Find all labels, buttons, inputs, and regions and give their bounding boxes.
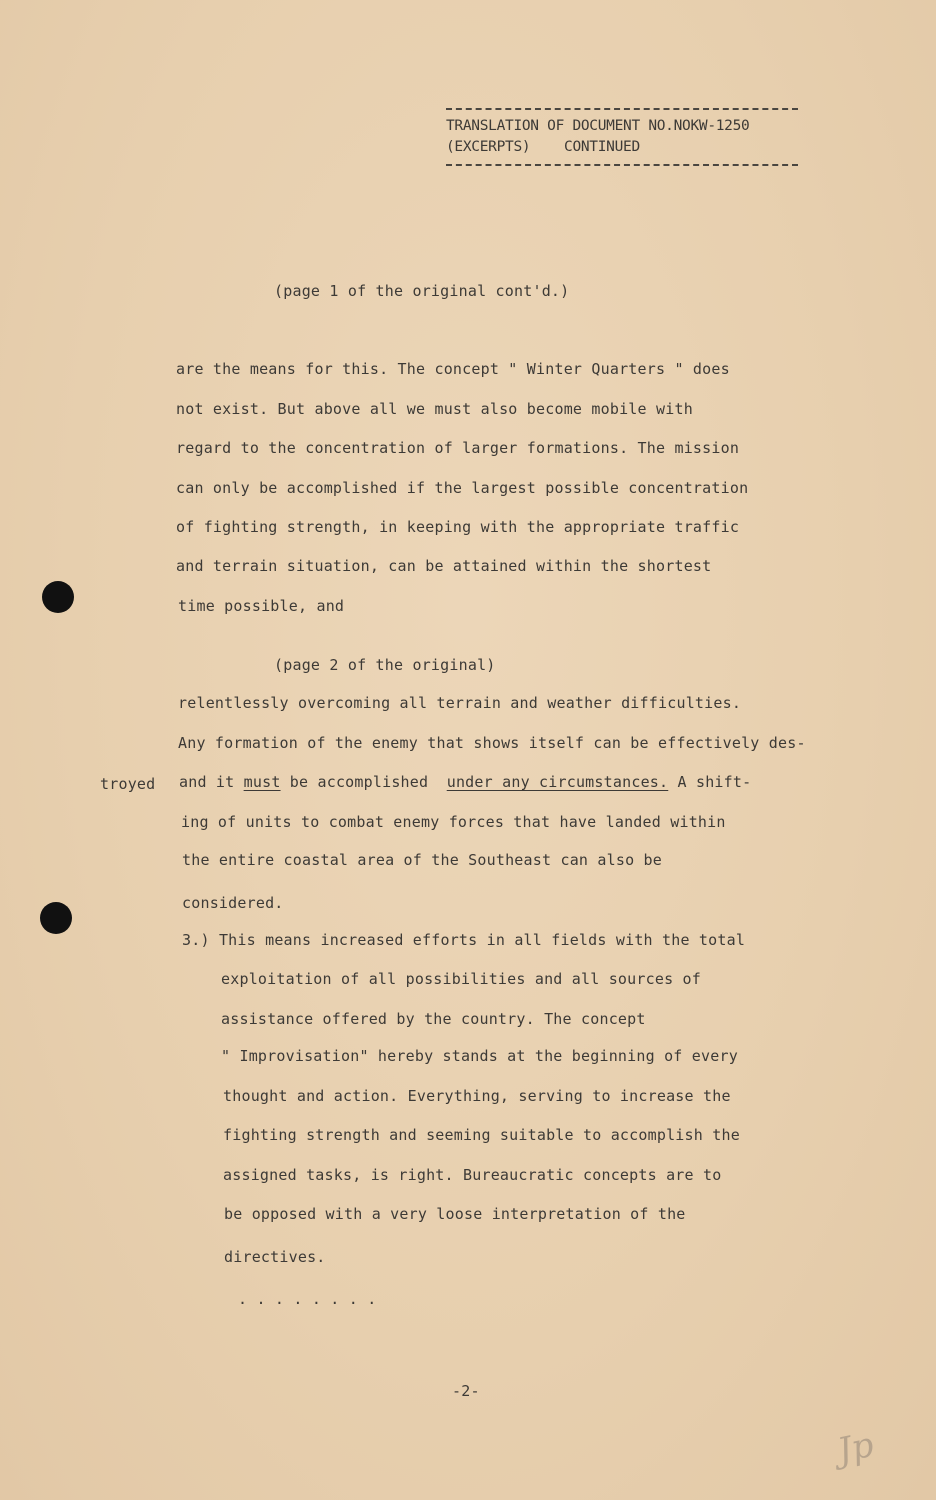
item3-line: directives.: [224, 1248, 326, 1266]
page2-heading: (page 2 of the original): [274, 656, 496, 674]
para2-line: considered.: [182, 894, 284, 912]
underlined-must: must: [243, 773, 281, 791]
para1-line: can only be accomplished if the largest possible concentration: [176, 479, 749, 497]
header-title: TRANSLATION OF DOCUMENT NO.NOKW-1250: [446, 118, 750, 134]
item3-line: exploitation of all possibilities and all sources of: [221, 970, 701, 988]
para2-line: Any formation of the enemy that shows itself can be effectively des-: [178, 734, 806, 752]
page1-heading: (page 1 of the original cont'd.): [274, 282, 570, 300]
item3-line: assistance offered by the country. The concept: [221, 1010, 646, 1028]
para1-line: time possible, and: [178, 597, 345, 615]
para1-line: are the means for this. The concept " Winter Quarters " does: [176, 360, 730, 378]
item3-line: thought and action. Everything, serving to increase the: [223, 1087, 731, 1105]
item3-number: 3.): [182, 931, 210, 949]
punch-hole: [40, 902, 72, 934]
para2-line: relentlessly overcoming all terrain and weather difficulties.: [178, 694, 742, 712]
underlined-circumstances: under any circumstances.: [446, 773, 669, 791]
margin-word: troyed: [100, 775, 156, 793]
item3-first-line: [182, 931, 745, 949]
para2-line: ing of units to combat enemy forces that have landed within: [181, 813, 726, 831]
header-bottom-rule: [446, 164, 798, 166]
para1-line: not exist. But above all we must also become mobile with: [176, 400, 693, 418]
para2-line-underlined: [179, 773, 751, 791]
item3-line: fighting strength and seeming suitable to accomplish the: [223, 1126, 740, 1144]
para1-line: and terrain situation, can be attained within the shortest: [176, 557, 712, 575]
item3-line: " Improvisation" hereby stands at the beginning of every: [221, 1047, 738, 1065]
handwritten-initials: Jp: [834, 1424, 878, 1472]
header-top-rule: [446, 108, 798, 110]
item3-line: assigned tasks, is right. Bureaucratic concepts are to: [223, 1166, 722, 1184]
header-subtitle: (EXCERPTS) CONTINUED: [446, 139, 640, 155]
para1-line: regard to the concentration of larger formations. The mission: [176, 439, 740, 457]
text-segment: and it: [179, 773, 244, 791]
item3-line: be opposed with a very loose interpretation of the: [224, 1205, 686, 1223]
ellipsis: . . . . . . . .: [238, 1290, 377, 1308]
text-segment: A shift-: [668, 773, 752, 791]
page-number: -2-: [452, 1382, 480, 1400]
document-header: [446, 108, 801, 166]
item3-text: This means increased efforts in all fields with the total: [218, 931, 746, 949]
para2-line: the entire coastal area of the Southeast can also be: [182, 851, 662, 869]
text-segment: be accomplished: [280, 773, 447, 791]
punch-hole: [42, 581, 74, 613]
para1-line: of fighting strength, in keeping with the appropriate traffic: [176, 518, 740, 536]
